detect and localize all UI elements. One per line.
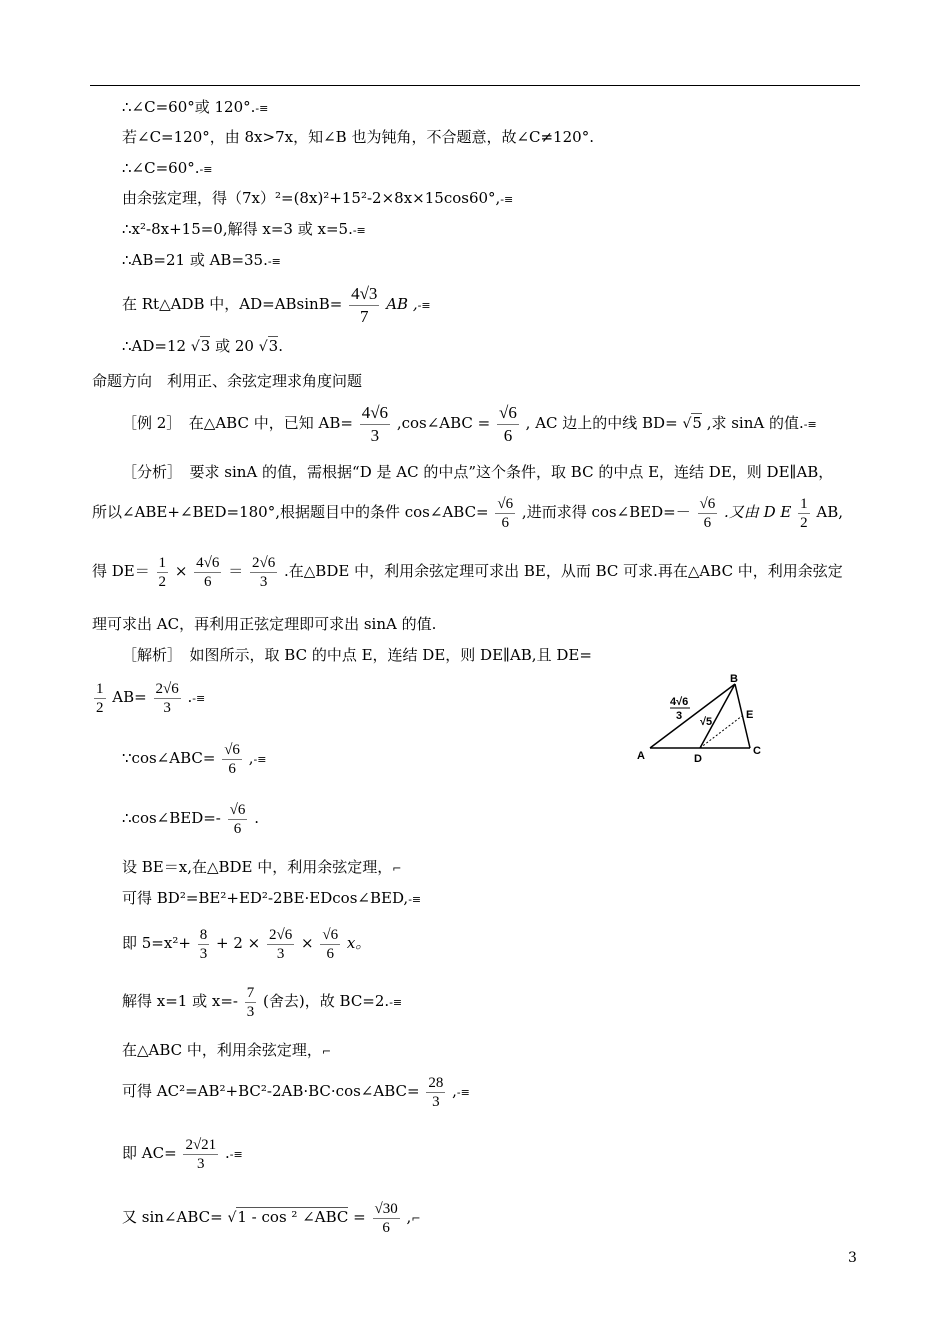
header-rule bbox=[90, 85, 860, 86]
solution-line-4: ∴cos∠BED=- $\frac{√6}{6}$ . bbox=[122, 801, 259, 837]
line-c-values: ∴∠C=60°或 120°.-≡ bbox=[122, 98, 269, 116]
fraction-2r6-over-3: $\frac{2√6}{3}$ bbox=[268, 926, 293, 962]
text: .又由 D E bbox=[724, 503, 792, 521]
line-reject-120 bbox=[122, 127, 594, 147]
label-a: A bbox=[637, 750, 645, 762]
fraction-1-over-2: $\frac{1}{2}$ bbox=[96, 680, 104, 716]
triangle-figure bbox=[632, 670, 772, 770]
text: 或 20 bbox=[215, 337, 254, 355]
sqrt-icon: √ bbox=[682, 416, 692, 432]
fraction-2r21-over-3: $\frac{2√21}{3}$ bbox=[185, 1136, 217, 1172]
analysis-line-1 bbox=[122, 462, 833, 482]
text: = bbox=[353, 1208, 366, 1226]
text: AB, bbox=[816, 503, 843, 521]
text: AB= bbox=[112, 688, 147, 706]
solution-line-12: 又 sin∠ABC= √1 - cos ² ∠ABC = $\frac{√30}{6}$ ,⌐ bbox=[122, 1200, 421, 1236]
text: 解得 x=1 或 x=- bbox=[122, 992, 238, 1010]
page-number: 3 bbox=[848, 1250, 857, 1266]
fraction-8-over-3: $\frac{8}{3}$ bbox=[199, 926, 208, 962]
fraction-2r6-over-3: $\frac{2√6}{3}$ bbox=[155, 680, 179, 716]
text: AB , bbox=[386, 295, 418, 313]
text: 在 Rt△ADB 中，AD=ABsinB= bbox=[122, 295, 343, 313]
text: ∵cos∠ABC= bbox=[122, 749, 216, 767]
label-d: D bbox=[694, 753, 702, 765]
text: ［解析］ 如图所示，取 BC 的中点 E，连结 DE，则 DE∥AB,且 DE= bbox=[122, 646, 592, 664]
fraction-4r6-over-3: $\frac{4√6}{3}$ bbox=[361, 402, 389, 445]
label-b: B bbox=[730, 673, 738, 685]
fraction-4r3-over-7: $\frac{4√3}{7}$ bbox=[351, 283, 378, 326]
text: ,cos∠ABC = bbox=[396, 414, 491, 432]
section-heading bbox=[92, 371, 362, 391]
radicand: 1 - cos ² ∠ABC bbox=[237, 1208, 349, 1226]
solution-line-11: 即 AC= $\frac{2√21}{3}$ .-≡ bbox=[122, 1136, 243, 1172]
text: × bbox=[174, 562, 188, 580]
label-bd: √5 bbox=[700, 716, 713, 728]
text: 命题方向 利用正、余弦定理求角度问题 bbox=[92, 372, 363, 390]
text: .在△BDE 中，利用余弦定理可求出 BE，从而 BC 可求.再在△ABC 中，利用余弦定 bbox=[284, 562, 843, 580]
fraction-4r6-over-6: $\frac{4√6}{6}$ bbox=[196, 554, 220, 590]
label-ab-num: 4√6 bbox=[670, 696, 689, 708]
solution-line-2: $\frac{1}{2}$ AB= $\frac{2√6}{3}$ .-≡ bbox=[96, 680, 206, 716]
text: , AC 边上的中线 BD= bbox=[525, 414, 678, 432]
text: 由余弦定理，得（7x）²=(8x)²+15²-2×8x×15cos60°, bbox=[122, 189, 501, 207]
solution-line-6: 可得 BD²=BE²+ED²-2BE·EDcos∠BED,-≡ bbox=[122, 889, 422, 907]
fraction-1-over-2: $\frac{1}{2}$ bbox=[800, 495, 808, 531]
text: 又 sin∠ABC= bbox=[122, 1208, 223, 1226]
text: ∴cos∠BED=- bbox=[122, 809, 221, 827]
text: ［例 2］ 在△ABC 中，已知 AB= bbox=[122, 414, 353, 432]
solution-line-3: ∵cos∠ABC= $\frac{√6}{6}$ ,-≡ bbox=[122, 741, 267, 777]
text: 理可求出 AC，再利用正弦定理即可求出 sinA 的值. bbox=[92, 615, 437, 633]
text: ∴∠C=60°或 120°. bbox=[122, 98, 256, 116]
text: 在△ABC 中，利用余弦定理， bbox=[122, 1041, 322, 1059]
text: 即 5=x²+ bbox=[122, 934, 191, 952]
radicand: 5 bbox=[692, 414, 702, 432]
solution-line-10: 可得 AC²=AB²+BC²-2AB·BC·cos∠ABC= $\frac{28}{3}$ ,-≡ bbox=[122, 1074, 470, 1110]
label-e: E bbox=[746, 709, 754, 721]
text: ∴∠C=60°. bbox=[122, 159, 200, 177]
line-cosine-law: 由余弦定理，得（7x）²=(8x)²+15²-2×8x×15cos60°,-≡ bbox=[122, 189, 514, 207]
line-quadratic: ∴x²-8x+15=0,解得 x=3 或 x=5.-≡ bbox=[122, 220, 366, 238]
text: x。 bbox=[346, 934, 371, 952]
fraction-1-over-2: $\frac{1}{2}$ bbox=[158, 554, 167, 590]
sqrt-icon: √ bbox=[258, 339, 268, 355]
text: ,进而求得 cos∠BED=－ bbox=[521, 503, 691, 521]
fraction-28-over-3: $\frac{28}{3}$ bbox=[428, 1074, 444, 1110]
text: ＝ bbox=[228, 562, 244, 580]
text: ,求 sinA 的值. bbox=[706, 414, 804, 432]
text: ∴AB=21 或 AB=35. bbox=[122, 251, 268, 269]
text: (舍去)，故 BC=2. bbox=[263, 992, 390, 1010]
solution-line-5: 设 BE＝x,在△BDE 中，利用余弦定理，⌐ bbox=[122, 858, 402, 876]
fraction-7-over-3: $\frac{7}{3}$ bbox=[246, 984, 255, 1020]
line-ad-formula: 在 Rt△ADB 中，AD=ABsinB= $\frac{4√3}{7}$ AB ,-≡ bbox=[122, 283, 431, 326]
text: ∴AD=12 bbox=[122, 337, 187, 355]
sqrt-icon: √ bbox=[190, 339, 200, 355]
text: ∴x²-8x+15=0,解得 x=3 或 x=5. bbox=[122, 220, 353, 238]
fraction-2r6-over-3: $\frac{2√6}{3}$ bbox=[251, 554, 276, 590]
text: 得 DE＝ bbox=[92, 562, 150, 580]
fraction-r30-over-6: $\frac{√30}{6}$ bbox=[374, 1200, 398, 1236]
radicand: 3 bbox=[200, 337, 211, 355]
text: 可得 BD²=BE²+ED²-2BE·EDcos∠BED, bbox=[122, 889, 409, 907]
line-c-60: ∴∠C=60°.-≡ bbox=[122, 159, 213, 177]
sqrt-icon: √ bbox=[227, 1210, 237, 1226]
label-ab-den: 3 bbox=[676, 710, 683, 722]
radicand: 3 bbox=[268, 337, 279, 355]
solution-line-8: 解得 x=1 或 x=- $\frac{7}{3}$ (舍去)，故 BC=2.-≡ bbox=[122, 984, 403, 1020]
text: 设 BE＝x,在△BDE 中，利用余弦定理， bbox=[122, 858, 393, 876]
fraction-r6-over-6: $\frac{√6}{6}$ bbox=[497, 495, 514, 531]
solution-line-7 bbox=[122, 918, 370, 968]
fraction-r6-over-6: $\frac{√6}{6}$ bbox=[499, 402, 517, 445]
analysis-line-2 bbox=[92, 490, 843, 534]
text: 若∠C=120°，由 8x>7x，知∠B 也为钝角，不合题意，故∠C≠120°. bbox=[122, 128, 594, 146]
analysis-line-4 bbox=[92, 614, 436, 634]
text: + 2 × bbox=[215, 934, 261, 952]
label-c: C bbox=[753, 745, 761, 757]
fraction-r6-over-6: $\frac{√6}{6}$ bbox=[322, 926, 339, 962]
fraction-r6-over-6: $\frac{√6}{6}$ bbox=[229, 801, 246, 837]
line-ab-values: ∴AB=21 或 AB=35.-≡ bbox=[122, 251, 281, 269]
solution-line-9: 在△ABC 中，利用余弦定理，⌐ bbox=[122, 1041, 332, 1059]
line-ad-values: ∴AD=12 √3 或 20 √3. bbox=[122, 337, 283, 355]
text: 即 AC= bbox=[122, 1144, 177, 1162]
text: 所以∠ABE+∠BED=180°,根据题目中的条件 cos∠ABC= bbox=[92, 503, 489, 521]
fraction-r6-over-6: $\frac{√6}{6}$ bbox=[699, 495, 716, 531]
text: 可得 AC²=AB²+BC²-2AB·BC·cos∠ABC= bbox=[122, 1082, 420, 1100]
text: × bbox=[301, 934, 314, 952]
analysis-line-3 bbox=[92, 549, 843, 593]
side-ab bbox=[650, 684, 735, 748]
example-2: ［例 2］ 在△ABC 中，已知 AB= $\frac{4√6}{3}$ ,cos∠ABC = $\frac{√6}{6}$ , AC 边上的中线 BD= √5 ,求 sinA 的值.-≡ bbox=[122, 402, 817, 445]
solution-line-1 bbox=[122, 645, 592, 665]
text: ［分析］ 要求 sinA 的值，需根据“D 是 AC 的中点”这个条件，取 BC 的中点 E，连结 DE，则 DE∥AB， bbox=[122, 463, 834, 481]
fraction-r6-over-6: $\frac{√6}{6}$ bbox=[224, 741, 240, 777]
